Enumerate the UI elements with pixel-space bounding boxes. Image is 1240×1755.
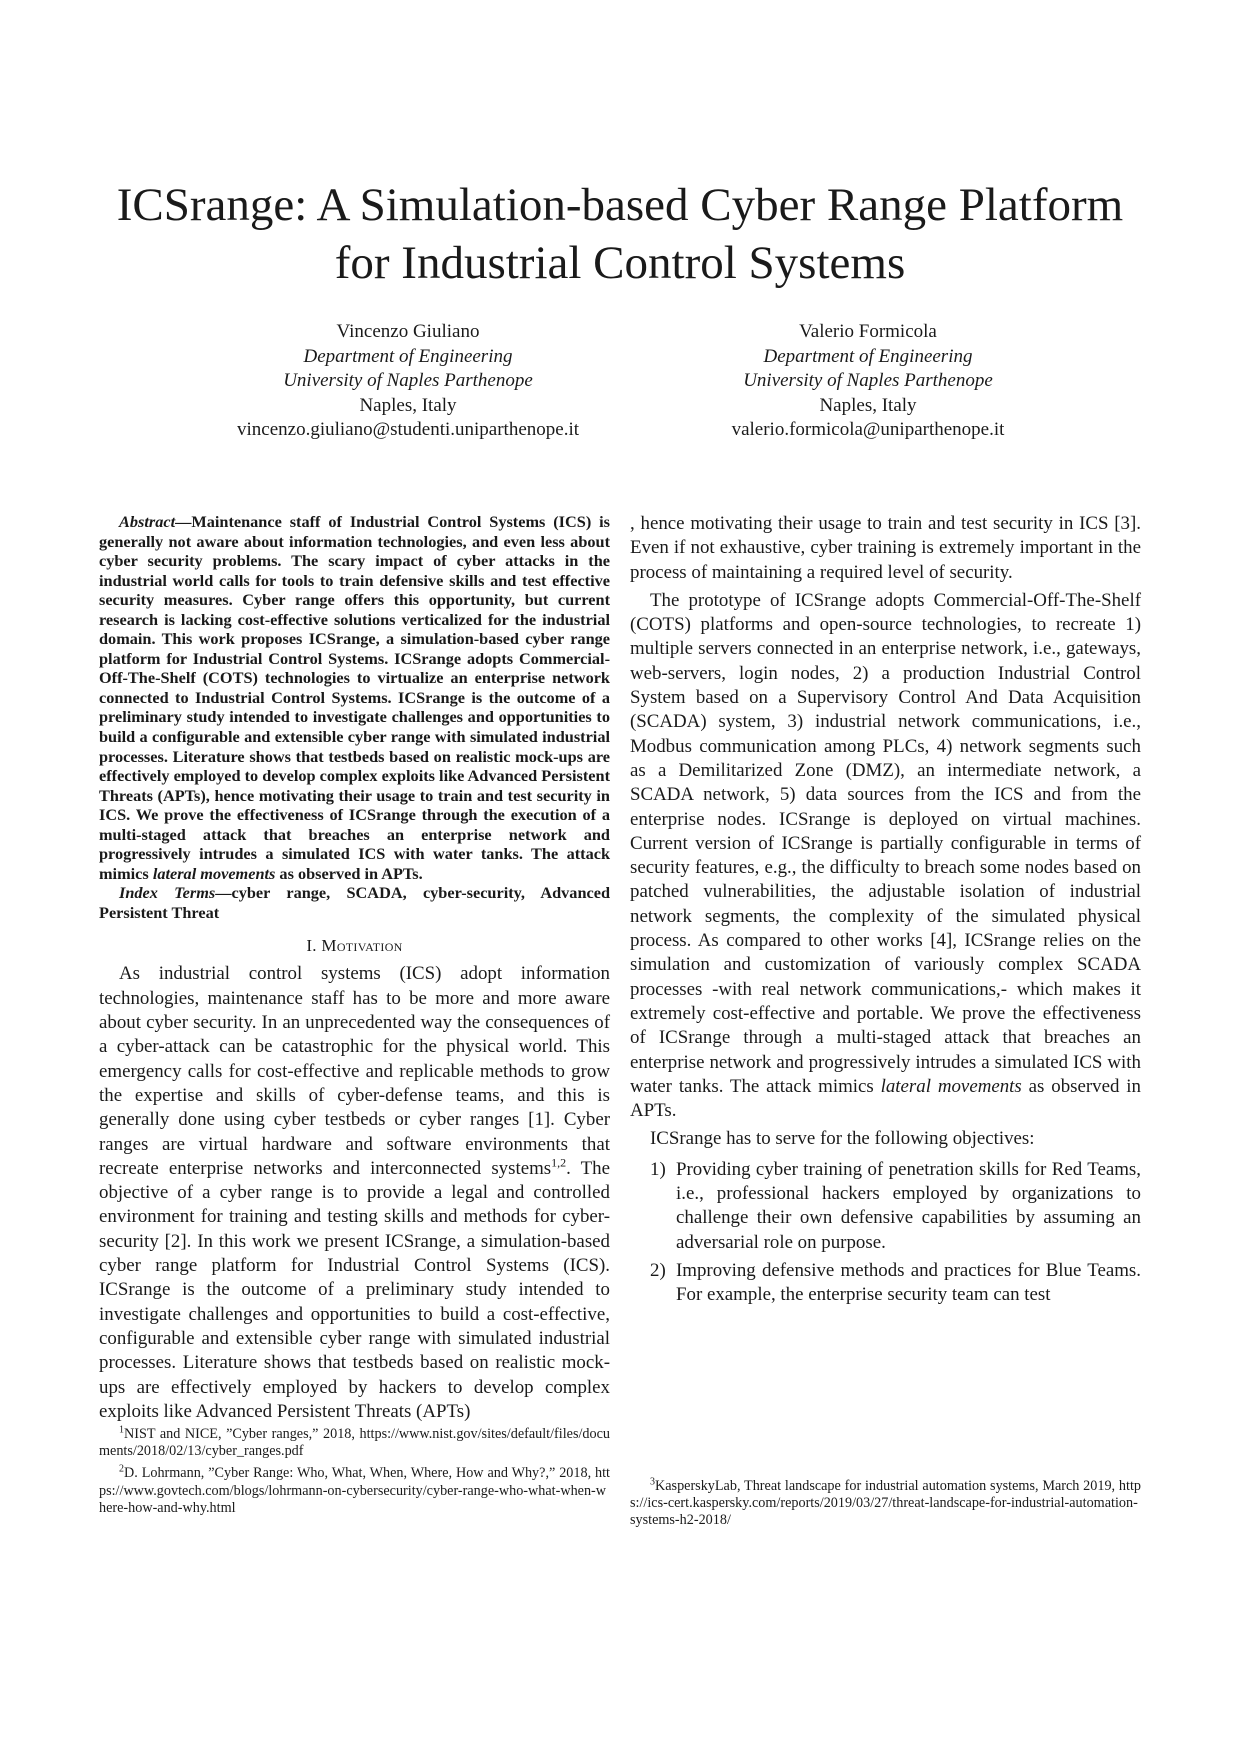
paragraph-text: , hence motivating their usage to train and test security in ICS [3]. Even if not exhaustive, cyber training is extremely important in the process of maintaining a required level of security. bbox=[630, 513, 1141, 583]
author-location: Naples, Italy bbox=[819, 394, 917, 416]
paragraph-text: The prototype of ICSrange adopts Commercial-Off-The-Shelf (COTS) platforms and open-source technologies, to recreate 1) multiple servers connected in an enterprise network, i.e., gateways, web-servers, login nodes, 2) a production Industrial Control System based on a Supervisory Control And Data Acquisition (SCADA) system, 3) industrial network communications, i.e., Modbus communication among PLCs, 4) network segments such as a Demilitarized Zone (DMZ), an intermediate network, a SCADA network, 5) data sources from the ICS and from the enterprise nodes. ICSrange is deployed on virtual machines. Current version of ICSrange is partially configurable in terms of security features, e.g., the difficulty to breach some nodes based on patched vulnerabilities, the adjustable isolation of industrial network segments, the complexity of the simulated physical process. As compared to other works [4], ICSrange relies on the simulation and customization of variously complex SCADA processes -with real network communications,- which makes it extremely cost-effective and portable. We prove the effectiveness of ICSrange through a multi-staged attack that breaches an enterprise network and progressively intrudes a simulated ICS with water tanks. The attack mimics bbox=[630, 589, 1141, 1097]
paragraph-text: as observed in APTs. bbox=[630, 1075, 1141, 1122]
author-department: Department of Engineering bbox=[303, 345, 513, 367]
author-email: valerio.formicola@uniparthenope.it bbox=[731, 419, 1005, 440]
abstract-text: Maintenance staff of Industrial Control Systems (ICS) is generally not aware about information technologies, and even less about cyber security problems. The scary impact of cyber attacks in the industrial world calls for tools to train defensive skills and test effective security measures. Cyber range offers this opportunity, but current research is lacking cost-effective solutions verticalized for the industrial domain. This work proposes ICSrange, a simulation-based cyber range platform for Industrial Control Systems. ICSrange adopts Commercial-Off-The-Shelf (COTS) technologies to virtualize an enterprise network connected to Industrial Control Systems. ICSrange is the outcome of a preliminary study intended to investigate challenges and opportunities to build a configurable and extensible cyber range with simulated industrial processes. Literature shows that testbeds based on realistic mock-ups are effectively employed to develop complex exploits like Advanced Persistent Threats (APTs), hence motivating their usage to train and test security in ICS. We prove the effectiveness of ICSrange through the execution of a multi-staged attack that breaches an enterprise network and progressively intrudes a simulated ICS with water tanks. The attack mimics bbox=[99, 512, 610, 883]
section-number: I. bbox=[306, 936, 317, 956]
abstract-text-end: as observed in APTs. bbox=[275, 863, 423, 883]
author-university: University of Naples Parthenope bbox=[743, 370, 993, 391]
abstract-dash: — bbox=[175, 512, 192, 531]
list-item bbox=[630, 1259, 1141, 1308]
section-paragraph-3: ICSrange has to serve for the following objectives: bbox=[650, 1128, 1035, 1150]
list-item-text: Improving defensive methods and practices for Blue Teams. For example, the enterprise security team can test bbox=[676, 1259, 1141, 1306]
section-paragraph-1-continued bbox=[630, 512, 1141, 585]
abstract bbox=[99, 512, 610, 883]
author-university: University of Naples Parthenope bbox=[283, 370, 533, 391]
footnote-text: D. Lohrmann, ”Cyber Range: Who, What, When, Where, How and Why?,” 2018, https://www.govtech.com/blogs/lohrmann-on-cybersecurity/cyber-range-who-what-when-where-how-and-why.html bbox=[99, 1465, 610, 1516]
footnotes-right bbox=[630, 1478, 1141, 1535]
author-block-2 bbox=[628, 320, 1108, 443]
left-column bbox=[99, 512, 610, 1424]
section-paragraph-1 bbox=[99, 962, 610, 1424]
right-column bbox=[630, 512, 1141, 1312]
section-title: Motivation bbox=[321, 936, 403, 956]
list-item-number: 1) bbox=[650, 1158, 666, 1180]
footnote-mark: 2 bbox=[119, 1463, 124, 1475]
list-item bbox=[630, 1158, 1141, 1255]
index-terms-label: Index Terms bbox=[119, 883, 216, 903]
footnote-ref: 1,2 bbox=[551, 1155, 567, 1170]
author-name: Valerio Formicola bbox=[799, 321, 937, 342]
footnote bbox=[630, 1478, 1141, 1530]
abstract-label: Abstract bbox=[119, 512, 176, 531]
objectives-list bbox=[630, 1158, 1141, 1308]
footnote bbox=[99, 1465, 610, 1517]
paragraph-italic: lateral movements bbox=[880, 1075, 1022, 1097]
footnotes-left bbox=[99, 1426, 610, 1522]
footnote-text: KasperskyLab, Threat landscape for industrial automation systems, March 2019, https://ics-cert.kaspersky.com/reports/2019/03/27/threat-landscape-for-industrial-automation-systems-h2-2018/ bbox=[630, 1478, 1141, 1529]
list-item-text: Providing cyber training of penetration skills for Red Teams, i.e., professional hackers employed by organizations to challenge their own defensive capabilities by assuming an adversarial role on purpose. bbox=[676, 1158, 1141, 1253]
footnote-mark: 1 bbox=[119, 1424, 124, 1436]
section-paragraph-2 bbox=[630, 589, 1141, 1124]
index-terms-text: cyber range, SCADA, cyber-security, Advanced Persistent Threat bbox=[99, 883, 611, 922]
author-department: Department of Engineering bbox=[763, 345, 973, 367]
footnote bbox=[99, 1426, 610, 1460]
footnote-mark: 3 bbox=[650, 1476, 655, 1488]
index-terms-dash: — bbox=[215, 883, 232, 903]
footnote-text: NIST and NICE, ”Cyber ranges,” 2018, https://www.nist.gov/sites/default/files/documents/2018/02/13/cyber_ranges.pdf bbox=[99, 1426, 610, 1460]
index-terms bbox=[99, 883, 610, 922]
paragraph-text: . The objective of a cyber range is to provide a legal and controlled environment for training and testing skills and methods for cyber-security [2]. In this work we present ICSrange, a simulation-based cyber range platform for Industrial Control Systems (ICS). ICSrange is the outcome of a preliminary study intended to investigate challenges and opportunities to build a cost-effective, configurable and extensible cyber range with simulated industrial processes. Literature shows that testbeds based on realistic mock-ups are effectively employed by hackers to develop complex exploits like Advanced Persistent Threats (APTs) bbox=[99, 1157, 610, 1422]
paragraph-text: As industrial control systems (ICS) adopt information technologies, maintenance staff has to be more and more aware about cyber security. In an unprecedented way the consequences of a cyber-attack can be catastrophic for the physical world. This emergency calls for cost-effective and replicable methods to grow the expertise and skills of cyber-defense teams, and this is generally done using cyber testbeds or cyber ranges [1]. Cyber ranges are virtual hardware and software environments that recreate enterprise networks and interconnected systems bbox=[99, 963, 610, 1179]
author-location: Naples, Italy bbox=[359, 394, 457, 416]
abstract-italic: lateral movements bbox=[152, 863, 276, 883]
author-name: Vincenzo Giuliano bbox=[336, 321, 480, 342]
section-heading bbox=[99, 936, 610, 956]
author-block-1 bbox=[168, 320, 648, 443]
paper-title: ICSrange: A Simulation-based Cyber Range Platform for Industrial Control Systems bbox=[116, 179, 1124, 289]
list-item-number: 2) bbox=[650, 1259, 666, 1281]
author-email: vincenzo.giuliano@studenti.uniparthenope.it bbox=[237, 419, 579, 440]
